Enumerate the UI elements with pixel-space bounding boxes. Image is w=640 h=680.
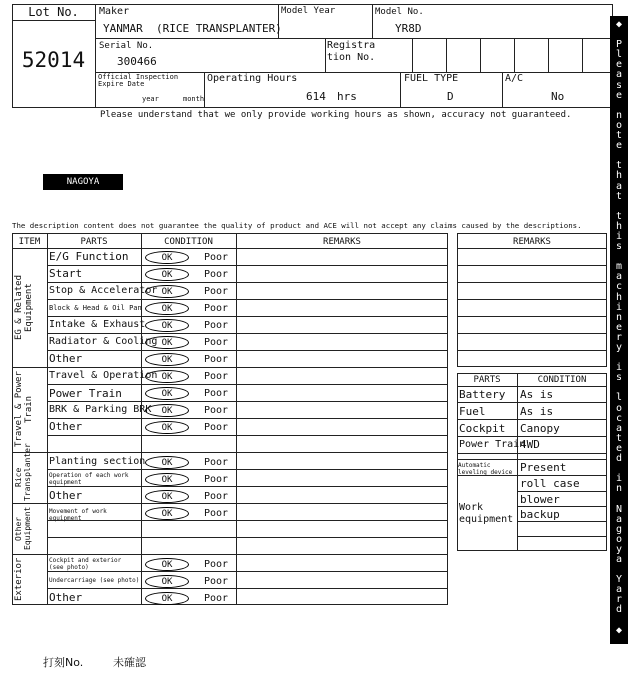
sidebar-char: a — [615, 513, 623, 525]
divider — [325, 38, 326, 72]
part-label: Start — [49, 267, 83, 280]
sidebar-char: c — [615, 412, 623, 424]
ac-value: No — [551, 90, 565, 103]
sidebar-char: d — [615, 453, 623, 465]
poor-option[interactable]: Poor — [204, 371, 229, 382]
fuel-label: FUEL TYPE — [404, 73, 459, 84]
ok-option[interactable]: OK — [145, 507, 189, 520]
col-condition: CONDITION — [164, 237, 213, 247]
row-divider — [47, 384, 448, 385]
sidebar-char: a — [615, 584, 623, 596]
location-sidebar — [610, 16, 628, 644]
sidebar-char: s — [615, 79, 623, 91]
poor-option[interactable]: Poor — [204, 269, 229, 280]
work-equipment-value: backup — [520, 508, 560, 521]
divider — [372, 4, 373, 38]
maker-label: Maker — [99, 6, 130, 17]
part-condition: 4WD — [520, 438, 540, 451]
accuracy-notice: Please understand that we only provide working hours as shown, accuracy not guaranteed. — [100, 110, 572, 120]
sidebar-char: m — [615, 261, 623, 273]
row-divider — [47, 435, 448, 436]
sidebar-char: h — [615, 291, 623, 303]
poor-option[interactable]: Poor — [204, 422, 229, 433]
ok-option[interactable]: OK — [145, 387, 189, 400]
sidebar-char: s — [615, 241, 623, 253]
disclaimer: The description content does not guarantee the quality of product and ACE will not accept any claims caused by the descriptions. — [12, 221, 582, 230]
ok-option[interactable]: OK — [145, 268, 189, 281]
poor-option[interactable]: Poor — [204, 405, 229, 416]
divider — [12, 248, 448, 249]
sidebar-char: o — [615, 533, 623, 545]
divider — [47, 233, 48, 605]
part-condition: As is — [520, 388, 554, 401]
sidebar-char: t — [615, 210, 623, 222]
sidebar-char: l — [615, 392, 623, 404]
leveling-value: Present — [520, 461, 567, 474]
row-divider — [457, 350, 607, 351]
col-item: ITEM — [18, 237, 41, 247]
ok-option[interactable]: OK — [145, 251, 189, 264]
sidebar-char: y — [615, 342, 623, 353]
ok-option[interactable]: OK — [145, 302, 189, 315]
group-label: Travel & Power Train — [14, 371, 34, 448]
sidebar-char: i — [615, 301, 623, 313]
sidebar-char: t — [615, 190, 623, 202]
model-no-value: YR8D — [395, 22, 422, 35]
sidebar-char: ◆ — [615, 19, 623, 30]
ok-option[interactable]: OK — [145, 575, 189, 588]
row-divider — [47, 571, 448, 572]
row-divider — [457, 265, 607, 266]
sidebar-char: r — [615, 594, 623, 606]
divider — [480, 38, 481, 72]
divider — [514, 38, 515, 72]
sidebar-char: y — [615, 543, 623, 555]
part-label: Other — [49, 420, 83, 433]
ok-option[interactable]: OK — [145, 353, 189, 366]
row-divider — [47, 469, 448, 470]
sidebar-char: a — [615, 69, 623, 81]
part-label: Radiator & Cooling — [49, 336, 158, 347]
sidebar-char: e — [615, 89, 623, 101]
col-parts: PARTS — [473, 375, 501, 385]
poor-option[interactable]: Poor — [204, 593, 229, 604]
divider — [95, 38, 613, 39]
row-divider — [47, 333, 448, 334]
group-label: EG & Related Equipment — [14, 274, 34, 341]
poor-option[interactable]: Poor — [204, 474, 229, 485]
poor-option[interactable]: Poor — [204, 388, 229, 399]
ac-label: A/C — [505, 73, 524, 84]
poor-option[interactable]: Poor — [204, 303, 229, 314]
sidebar-char: n — [615, 483, 623, 495]
ok-option[interactable]: OK — [145, 285, 189, 298]
divider — [400, 72, 401, 108]
group-divider — [12, 367, 448, 368]
ok-option[interactable]: OK — [145, 473, 189, 486]
sidebar-char: ◆ — [615, 624, 623, 636]
sidebar-char: a — [615, 180, 623, 192]
row-divider — [457, 299, 607, 300]
ok-option[interactable]: OK — [145, 370, 189, 383]
ok-option[interactable]: OK — [145, 421, 189, 434]
right-remarks-header: REMARKS — [513, 237, 551, 247]
row-divider — [457, 248, 607, 249]
divider — [12, 20, 95, 21]
sidebar-char: t — [615, 160, 623, 172]
row-divider — [517, 536, 607, 537]
ok-option[interactable]: OK — [145, 404, 189, 417]
row-divider — [457, 316, 607, 317]
ok-option[interactable]: OK — [145, 592, 189, 605]
sidebar-char — [610, 494, 628, 504]
part-label: Movement of work equipment — [49, 508, 107, 522]
row-divider — [47, 350, 448, 351]
sidebar-char: g — [615, 523, 623, 535]
poor-option[interactable]: Poor — [204, 252, 229, 263]
divider — [582, 38, 583, 72]
operating-unit: hrs — [337, 90, 357, 103]
sidebar-char: i — [615, 362, 623, 374]
part-label: Travel & Operation — [49, 370, 158, 381]
registration-label: Registration No. — [327, 40, 376, 63]
row-divider — [457, 475, 607, 476]
col-parts: PARTS — [80, 237, 108, 247]
row-divider — [47, 316, 448, 317]
row-divider — [457, 436, 607, 437]
row-divider — [47, 486, 448, 487]
sidebar-char: d — [615, 604, 623, 616]
maker-value: YANMAR (RICE TRANSPLANTER) — [103, 22, 282, 35]
poor-option[interactable]: Poor — [204, 576, 229, 587]
col-condition: CONDITION — [537, 375, 587, 385]
row-divider — [47, 265, 448, 266]
row-divider — [457, 402, 607, 403]
row-divider — [47, 401, 448, 402]
sidebar-char: Y — [615, 574, 623, 586]
divider — [517, 373, 518, 551]
sidebar-char: N — [615, 503, 623, 515]
right-remarks-box — [457, 233, 607, 367]
part-name: Cockpit — [459, 422, 506, 435]
part-label: Block & Head & Oil Pan — [49, 304, 142, 312]
sidebar-char: a — [615, 422, 623, 434]
sidebar-char: h — [615, 170, 623, 182]
sidebar-char: o — [615, 402, 623, 414]
serial-value: 300466 — [117, 55, 157, 68]
sidebar-char: i — [615, 230, 623, 242]
poor-option[interactable]: Poor — [204, 354, 229, 365]
part-label: Other — [49, 352, 83, 365]
group-label: Rice Transplanter — [14, 443, 32, 501]
row-divider — [457, 282, 607, 283]
part-name: Fuel — [459, 405, 486, 418]
sidebar-char: P — [615, 39, 623, 51]
sidebar-char: l — [615, 49, 623, 61]
sidebar-char: i — [615, 473, 623, 485]
part-name: Battery — [459, 388, 506, 401]
operating-label: Operating Hours — [207, 73, 298, 84]
group-label: Exterior — [14, 557, 24, 602]
work-equipment-value: roll case — [520, 477, 580, 490]
sidebar-char: e — [615, 140, 623, 152]
row-divider — [457, 419, 607, 420]
part-label: Cockpit and exterior (see photo) — [49, 557, 122, 571]
fuel-value: D — [447, 90, 454, 103]
part-condition: As is — [520, 405, 554, 418]
row-divider — [457, 459, 607, 460]
sidebar-char: r — [615, 331, 623, 343]
sidebar-char: e — [615, 321, 623, 333]
month-label: month — [183, 95, 205, 103]
part-condition: Canopy — [520, 422, 560, 435]
row-divider — [517, 491, 607, 492]
part-label: Intake & Exhaust — [49, 319, 146, 330]
sidebar-char: a — [615, 553, 623, 565]
sidebar-char: e — [615, 59, 623, 71]
poor-option[interactable]: Poor — [204, 508, 229, 519]
sidebar-char: a — [615, 271, 623, 283]
group-divider — [12, 452, 448, 453]
operating-value: 614 — [306, 90, 326, 103]
divider — [236, 233, 237, 605]
row-divider — [47, 282, 448, 283]
part-label: Stop & Accelerator — [49, 285, 158, 296]
inspection-label: Official Inspection Expire Date — [98, 73, 179, 88]
ok-option[interactable]: OK — [145, 319, 189, 332]
part-label: Undercarriage (see photo) — [49, 577, 140, 584]
model-no-label: Model No. — [375, 7, 424, 17]
poor-option[interactable]: Poor — [204, 320, 229, 331]
model-year-label: Model Year — [281, 6, 336, 16]
sidebar-char: h — [615, 220, 623, 232]
sidebar-char: n — [615, 311, 623, 323]
divider — [412, 38, 413, 72]
row-divider — [457, 453, 607, 454]
ok-option[interactable]: OK — [145, 490, 189, 503]
part-label: Other — [49, 489, 83, 502]
serial-label: Serial No. — [99, 41, 154, 51]
lot-label: Lot No. — [28, 5, 79, 19]
row-divider — [47, 418, 448, 419]
divider — [548, 38, 549, 72]
leveling-label: Automatic leveling device — [458, 462, 513, 476]
part-label: BRK & Parking BRK — [49, 404, 152, 415]
part-label: Operation of each work equipment — [49, 472, 129, 486]
poor-option[interactable]: Poor — [204, 491, 229, 502]
part-label: Power Train — [49, 387, 122, 400]
work-equipment-label: Work equipment — [459, 502, 514, 525]
row-divider — [517, 506, 607, 507]
group-divider — [12, 554, 448, 555]
row-divider — [457, 386, 607, 387]
poor-option[interactable]: Poor — [204, 457, 229, 468]
part-label: Other — [49, 591, 83, 604]
poor-option[interactable]: Poor — [204, 286, 229, 297]
lot-value: 52014 — [21, 48, 86, 72]
row-divider — [517, 521, 607, 522]
location-badge: NAGOYA — [43, 174, 123, 190]
year-label: year — [142, 95, 159, 103]
divider — [204, 72, 205, 108]
part-label: E/G Function — [49, 250, 129, 263]
poor-option[interactable]: Poor — [204, 559, 229, 570]
work-equipment-value: blower — [520, 493, 560, 506]
ok-option[interactable]: OK — [145, 336, 189, 349]
part-label: Planting section — [49, 456, 146, 467]
divider — [446, 38, 447, 72]
col-remarks: REMARKS — [323, 237, 361, 247]
row-divider — [47, 299, 448, 300]
sidebar-char: s — [615, 372, 623, 384]
row-divider — [47, 537, 448, 538]
stamp-value: 未確認 — [113, 656, 146, 669]
row-divider — [47, 588, 448, 589]
divider — [95, 4, 96, 108]
sidebar-char: t — [615, 432, 623, 444]
divider — [502, 72, 503, 108]
sidebar-char: t — [615, 130, 623, 142]
ok-option[interactable]: OK — [145, 456, 189, 469]
poor-option[interactable]: Poor — [204, 337, 229, 348]
ok-option[interactable]: OK — [145, 558, 189, 571]
row-divider — [47, 520, 448, 521]
row-divider — [457, 333, 607, 334]
sidebar-char: c — [615, 281, 623, 293]
group-label: Other Equipment — [14, 506, 32, 551]
stamp-label: 打刻No. — [43, 656, 84, 669]
sidebar-char: o — [615, 119, 623, 131]
sidebar-char: e — [615, 442, 623, 454]
sidebar-char: n — [615, 109, 623, 121]
group-divider — [12, 503, 448, 504]
part-name: Power Train — [459, 439, 526, 450]
